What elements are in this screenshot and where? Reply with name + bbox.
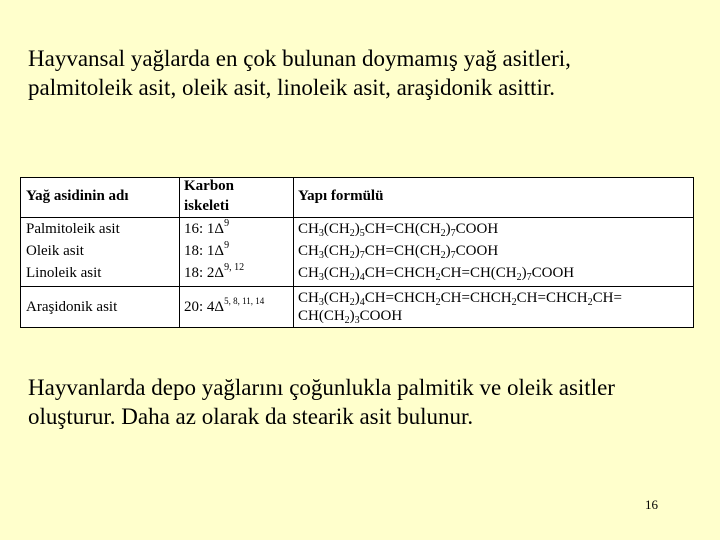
row-name: Araşidonik asit xyxy=(26,299,118,315)
row-formula xyxy=(298,265,574,282)
row-name: Oleik asit xyxy=(26,243,84,259)
formula-text: CH(CH xyxy=(298,308,345,324)
row-divider xyxy=(20,286,694,287)
header-name: Yağ asidinin adı xyxy=(26,188,129,204)
carbon-value: 18: 2Δ xyxy=(184,265,225,281)
column-divider xyxy=(293,177,294,328)
formula-subscript: 4 xyxy=(359,272,365,283)
closing-paragraph: Hayvanlarda depo yağlarını çoğunlukla palmitik ve oleik asitler oluşturur. Daha az olarak da stearik asit bulunur. xyxy=(28,375,615,429)
formula-text: (CH xyxy=(323,221,350,237)
header-formula: Yapı formülü xyxy=(298,188,384,204)
formula-subscript: 3 xyxy=(318,228,324,239)
row-formula xyxy=(298,221,498,238)
formula-subscript: 3 xyxy=(354,315,360,326)
header-carbon: iskeleti xyxy=(184,198,229,214)
formula-text: ) xyxy=(349,308,355,324)
header-divider xyxy=(20,217,694,218)
table-border-right xyxy=(693,177,694,328)
row-carbon xyxy=(184,296,265,316)
formula-text: CH=CHCH xyxy=(364,290,436,306)
formula-subscript: 2 xyxy=(349,297,355,308)
intro-paragraph: Hayvansal yağlarda en çok bulunan doymamış yağ asitleri, palmitoleik asit, oleik asit, linoleik asit, araşidonik asittir. xyxy=(28,46,571,100)
formula-subscript: 4 xyxy=(359,297,365,308)
row-name: Palmitoleik asit xyxy=(26,221,120,237)
delta-positions: 9 xyxy=(224,218,230,229)
formula-subscript: 7 xyxy=(526,272,532,283)
formula-text: CH=CH(CH xyxy=(440,265,517,281)
formula-subscript: 2 xyxy=(349,228,355,239)
carbon-value: 18: 1Δ xyxy=(184,243,225,259)
table-border-top xyxy=(20,177,694,178)
header-carbon: Karbon xyxy=(184,178,235,194)
formula-text: CH=CHCH xyxy=(364,265,436,281)
formula-text: ) xyxy=(445,221,451,237)
delta-positions: 5, 8, 11, 14 xyxy=(224,296,265,306)
table-border-bottom xyxy=(20,327,694,328)
formula-subscript: 3 xyxy=(318,297,324,308)
formula-subscript: 2 xyxy=(511,297,517,308)
formula-text: CH xyxy=(298,265,319,281)
delta-positions: 9 xyxy=(224,240,230,251)
formula-text: COOH xyxy=(455,221,499,237)
formula-text: ) xyxy=(354,221,360,237)
formula-text: CH xyxy=(298,221,319,237)
formula-subscript: 2 xyxy=(440,250,446,261)
row-carbon xyxy=(184,218,230,238)
row-carbon xyxy=(184,262,245,282)
formula-text: COOH xyxy=(531,265,575,281)
row-formula xyxy=(298,243,498,260)
column-divider xyxy=(179,177,180,328)
formula-text: ) xyxy=(521,265,527,281)
formula-subscript: 2 xyxy=(435,297,441,308)
carbon-value: 20: 4Δ xyxy=(184,299,225,315)
formula-text: ) xyxy=(354,290,360,306)
formula-subscript: 2 xyxy=(344,315,350,326)
formula-subscript: 7 xyxy=(450,250,456,261)
formula-text: ) xyxy=(354,265,360,281)
carbon-value: 16: 1Δ xyxy=(184,221,225,237)
row-name: Linoleik asit xyxy=(26,265,102,281)
formula-text: ) xyxy=(354,243,360,259)
formula-text: ) xyxy=(445,243,451,259)
formula-text: CH=CH(CH xyxy=(364,221,441,237)
formula-subscript: 5 xyxy=(359,228,365,239)
row-formula xyxy=(298,290,622,307)
formula-subscript: 2 xyxy=(435,272,441,283)
formula-text: (CH xyxy=(323,265,350,281)
formula-subscript: 2 xyxy=(349,250,355,261)
formula-subscript: 2 xyxy=(440,228,446,239)
formula-text: CH xyxy=(298,243,319,259)
formula-subscript: 7 xyxy=(450,228,456,239)
formula-subscript: 3 xyxy=(318,250,324,261)
row-carbon xyxy=(184,240,230,260)
formula-text: CH=CHCH xyxy=(440,290,512,306)
formula-text: (CH xyxy=(323,290,350,306)
row-formula-continued xyxy=(298,308,402,325)
formula-subscript: 2 xyxy=(587,297,593,308)
delta-positions: 9, 12 xyxy=(224,262,245,273)
formula-text: COOH xyxy=(359,308,403,324)
formula-text: CH=CHCH xyxy=(516,290,588,306)
formula-text: (CH xyxy=(323,243,350,259)
formula-subscript: 2 xyxy=(349,272,355,283)
formula-text: COOH xyxy=(455,243,499,259)
page-number: 16 xyxy=(645,497,658,512)
table-border-left xyxy=(20,177,21,328)
fatty-acid-table xyxy=(20,177,694,328)
formula-text: CH xyxy=(298,290,319,306)
formula-subscript: 7 xyxy=(359,250,365,261)
formula-subscript: 2 xyxy=(516,272,522,283)
formula-subscript: 3 xyxy=(318,272,324,283)
formula-text: CH= xyxy=(592,290,622,306)
formula-text: CH=CH(CH xyxy=(364,243,441,259)
